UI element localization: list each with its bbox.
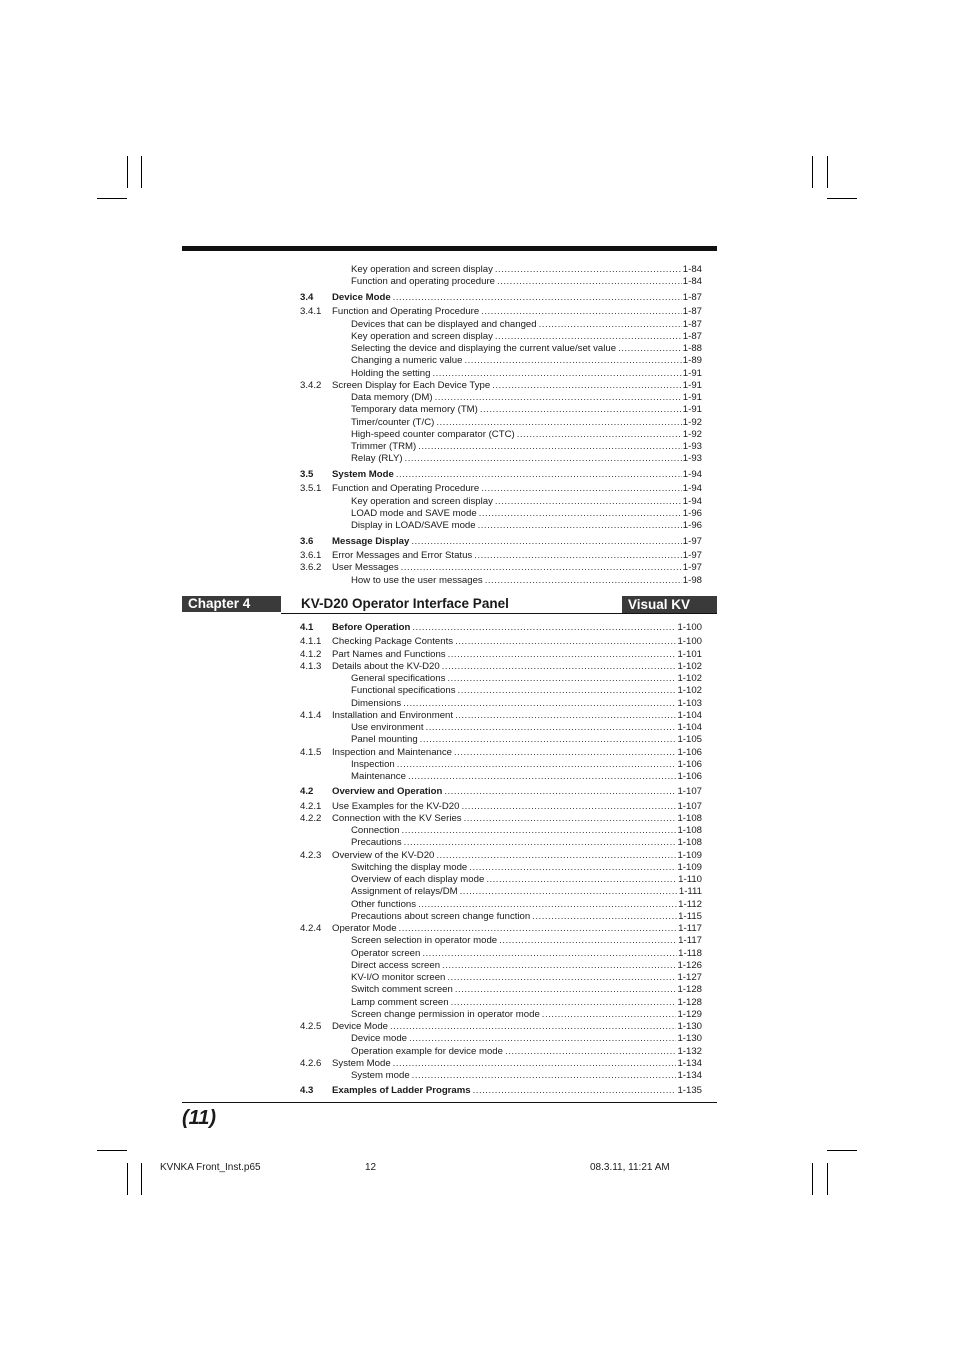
toc-leader: [422, 948, 677, 960]
toc-title: Operator Mode: [332, 923, 397, 934]
toc-number: 3.4.2: [300, 379, 322, 391]
toc-entry: [300, 1058, 702, 1070]
toc-leader: [474, 550, 682, 562]
crop-mark: [827, 1163, 828, 1195]
toc-number: 4.2.6: [300, 1057, 322, 1069]
toc-title: Screen change permission in operator mode: [351, 1008, 540, 1020]
toc-page: 1-134: [677, 1057, 702, 1069]
toc-leader: [505, 1046, 676, 1058]
toc-leader: [455, 636, 676, 648]
toc-leader: [418, 899, 677, 911]
toc-leader: [542, 1009, 677, 1021]
toc-title: Lamp comment screen: [351, 996, 449, 1008]
toc-title: Panel mounting: [351, 734, 418, 746]
toc-leader: [432, 368, 681, 380]
toc-title: Other functions: [351, 898, 417, 910]
toc-entry: [300, 886, 702, 898]
toc-page: 1-134: [677, 1070, 702, 1081]
toc-leader: [397, 759, 677, 771]
crop-mark: [141, 156, 142, 188]
toc-leader: [499, 935, 677, 947]
toc-page: 1-129: [677, 1008, 702, 1020]
toc-leader: [618, 343, 682, 355]
toc-page: 1-94: [682, 495, 702, 507]
toc-leader: [399, 923, 678, 935]
toc-leader: [455, 984, 677, 996]
toc-page: 1-118: [678, 947, 702, 959]
toc-page: 1-84: [682, 264, 702, 275]
toc-page: 1-107: [677, 786, 702, 798]
toc-page: 1-91: [682, 379, 702, 391]
crop-mark: [827, 198, 857, 199]
toc-entry: [300, 496, 702, 508]
toc-page: 1-109: [677, 861, 702, 873]
toc-page: 1-89: [682, 355, 702, 367]
toc-leader: [495, 496, 682, 508]
toc-title: Installation and Environment: [332, 709, 454, 721]
toc-entry: [300, 1033, 702, 1045]
toc-entry: [300, 368, 702, 380]
toc-page: 1-105: [677, 734, 702, 746]
page-number: (11): [182, 1107, 217, 1129]
toc-leader: [390, 1021, 676, 1033]
toc-leader: [481, 483, 682, 495]
toc-page: 1-100: [677, 622, 702, 633]
toc-title: Key operation and screen display: [351, 264, 493, 275]
toc-leader: [495, 264, 682, 276]
toc-entry: [300, 673, 702, 685]
toc-title: LOAD mode and SAVE mode: [351, 507, 477, 519]
toc-leader: [418, 441, 682, 453]
toc-title: Device Mode: [332, 292, 391, 303]
toc-page: 1-102: [677, 685, 702, 697]
toc-number: 4.2.4: [300, 923, 322, 934]
toc-leader: [460, 886, 678, 898]
toc-leader: [480, 404, 682, 416]
chapter-underline: [281, 613, 717, 614]
toc-entry: [300, 825, 702, 837]
toc-page: 1-132: [677, 1045, 702, 1057]
toc-leader: [403, 698, 676, 710]
toc-entry: [300, 759, 702, 771]
toc-leader: [455, 710, 676, 722]
toc-entry: [300, 1009, 702, 1021]
toc-number: 4.3: [300, 1085, 314, 1097]
toc-leader: [448, 649, 677, 661]
toc-number: 3.4.1: [300, 306, 322, 318]
toc-number: 3.4: [300, 292, 314, 303]
toc-title: Overview of the KV-D20: [332, 849, 435, 861]
toc-title: Details about the KV-D20: [332, 660, 440, 672]
toc-page: 1-106: [677, 758, 702, 770]
toc-page: 1-94: [682, 483, 702, 495]
toc-title: General specifications: [351, 673, 446, 684]
toc-leader: [420, 734, 677, 746]
toc-title: Switching the display mode: [351, 861, 468, 873]
toc-leader: [539, 319, 682, 331]
toc-entry: [300, 850, 702, 862]
toc-title: Inspection: [351, 758, 395, 770]
toc-title: High-speed counter comparator (CTC): [351, 428, 515, 440]
toc-page: 1-128: [677, 996, 702, 1008]
toc-title: Selecting the device and displaying the current value/set value: [351, 343, 617, 354]
toc-entry: [300, 417, 702, 429]
toc-page: 1-91: [682, 404, 702, 416]
toc-number: 4.1.5: [300, 746, 322, 758]
toc-title: Direct access screen: [351, 959, 441, 971]
toc-title: Timer/counter (T/C): [351, 416, 435, 428]
toc-entry: [300, 469, 702, 481]
chapter-header: [182, 595, 717, 615]
toc-leader: [447, 673, 676, 685]
toc-page: 1-97: [682, 535, 702, 547]
toc-title: Connection: [351, 825, 400, 836]
toc-title: Screen selection in operator mode: [351, 935, 498, 947]
toc-title: User Messages: [332, 562, 399, 574]
toc-title: Key operation and screen display: [351, 330, 493, 342]
toc-page: 1-104: [677, 709, 702, 721]
toc-leader: [454, 747, 676, 759]
toc-title: Relay (RLY): [351, 453, 403, 465]
toc-entry: [300, 343, 702, 355]
toc-entry: [300, 1070, 702, 1082]
toc-title: Dimensions: [351, 697, 402, 709]
toc-leader: [464, 355, 681, 367]
toc-page: 1-127: [677, 972, 702, 983]
toc-page: 1-106: [677, 771, 702, 782]
footer-sheet: 12: [365, 1162, 377, 1173]
toc-entry: [300, 264, 702, 276]
toc-title: Holding the setting: [351, 367, 431, 379]
toc-page: 1-96: [682, 507, 702, 519]
toc-page: 1-135: [677, 1085, 702, 1097]
toc-title: Precautions: [351, 837, 402, 849]
chapter-label: Chapter 4: [182, 596, 281, 612]
toc-entry: [300, 483, 702, 495]
toc-entry: [300, 862, 702, 874]
toc-entry: [300, 837, 702, 849]
toc-title: Devices that can be displayed and changed: [351, 318, 537, 330]
toc-page: 1-110: [678, 874, 702, 885]
toc-entry: [300, 972, 702, 984]
toc-entry: [300, 960, 702, 972]
toc-page: 1-128: [677, 984, 702, 996]
toc-entry: [300, 661, 702, 673]
toc-title: Function and operating procedure: [351, 276, 496, 288]
toc-page: 1-91: [682, 392, 702, 403]
toc-leader: [473, 1085, 677, 1097]
toc-entry: [300, 948, 702, 960]
toc-entry: [300, 747, 702, 759]
toc-leader: [469, 862, 676, 874]
toc-title: Connection with the KV Series: [332, 812, 462, 824]
toc-page: 1-106: [677, 746, 702, 758]
toc-title: System Mode: [332, 1057, 391, 1069]
toc-leader: [442, 661, 677, 673]
toc-title: Function and Operating Procedure: [332, 483, 480, 495]
crop-mark: [827, 1150, 857, 1151]
header-rule: [182, 246, 717, 251]
toc-entry: [300, 536, 702, 548]
toc-leader: [412, 622, 676, 634]
toc-leader: [393, 292, 682, 304]
toc-entry: [300, 685, 702, 697]
toc-title: Functional specifications: [351, 685, 456, 697]
toc-title: Inspection and Maintenance: [332, 746, 453, 758]
toc-entry: [300, 306, 702, 318]
toc-leader: [517, 429, 682, 441]
toc-leader: [436, 850, 676, 862]
toc-title: Temporary data memory (TM): [351, 404, 478, 416]
toc-leader: [481, 306, 682, 318]
toc-leader: [532, 911, 677, 923]
toc-leader: [411, 536, 681, 548]
toc-page: 1-94: [682, 469, 702, 480]
toc-entry: [300, 622, 702, 634]
footer-rule: [182, 1102, 717, 1103]
toc-entry: [300, 734, 702, 746]
toc-title: System Mode: [332, 469, 394, 480]
toc-page: 1-87: [682, 318, 702, 330]
toc-number: 4.2.2: [300, 812, 322, 824]
toc-page: 1-111: [678, 886, 702, 898]
toc-page: 1-108: [677, 812, 702, 824]
toc-page: 1-87: [682, 306, 702, 318]
toc-page: 1-84: [682, 276, 702, 288]
toc-entry: [300, 453, 702, 465]
toc-leader: [447, 972, 676, 984]
toc-entry: [300, 319, 702, 331]
toc-entry: [300, 923, 702, 935]
toc-entry: [300, 429, 702, 441]
toc-page: 1-108: [677, 825, 702, 836]
toc-leader: [497, 276, 682, 288]
toc-page: 1-130: [677, 1021, 702, 1032]
toc-entry: [300, 508, 702, 520]
toc-leader: [458, 685, 677, 697]
series-label: Visual KV: [622, 596, 717, 613]
toc-entry: [300, 404, 702, 416]
toc-page: 1-96: [682, 520, 702, 531]
toc-page: 1-108: [677, 837, 702, 849]
toc-page: 1-126: [677, 959, 702, 971]
toc-leader: [486, 874, 677, 886]
toc-leader: [478, 520, 682, 532]
toc-page: 1-102: [677, 673, 702, 684]
toc-number: 4.1.1: [300, 636, 322, 648]
toc-entry: [300, 380, 702, 392]
toc-leader: [404, 837, 677, 849]
toc-entry: [300, 984, 702, 996]
toc-entry: [300, 520, 702, 532]
toc-leader: [436, 417, 681, 429]
toc-entry: [300, 562, 702, 574]
toc-entry: [300, 550, 702, 562]
toc-page: 1-103: [677, 697, 702, 709]
toc-page: 1-93: [682, 453, 702, 465]
toc-number: 3.5: [300, 469, 314, 480]
toc-number: 3.6.2: [300, 562, 322, 574]
toc-leader: [435, 392, 682, 404]
toc-page: 1-97: [682, 550, 702, 561]
toc-leader: [479, 508, 682, 520]
toc-title: Maintenance: [351, 771, 406, 782]
crop-mark: [97, 1150, 127, 1151]
toc-leader: [402, 825, 677, 837]
toc-entry: [300, 801, 702, 813]
toc-title: Operator screen: [351, 947, 421, 959]
toc-leader: [412, 1070, 677, 1082]
toc-leader: [408, 771, 677, 783]
toc-leader: [426, 722, 677, 734]
toc-entry: [300, 1085, 702, 1097]
toc-entry: [300, 331, 702, 343]
toc-page: 1-87: [682, 292, 702, 303]
toc-leader: [442, 960, 676, 972]
toc-entry: [300, 1046, 702, 1058]
toc-entry: [300, 710, 702, 722]
toc-title: How to use the user messages: [351, 574, 483, 586]
toc-page: 1-102: [677, 660, 702, 672]
toc-title: Overview and Operation: [332, 786, 443, 798]
toc-number: 4.1.2: [300, 648, 322, 660]
toc-title: Device Mode: [332, 1021, 388, 1032]
toc-title: Precautions about screen change function: [351, 910, 531, 922]
toc-number: 4.2.3: [300, 849, 322, 861]
toc-title: Trimmer (TRM): [351, 441, 417, 452]
toc-entry: [300, 911, 702, 923]
toc-leader: [444, 786, 676, 798]
toc-page: 1-91: [682, 367, 702, 379]
toc-entry: [300, 276, 702, 288]
toc-entry: [300, 874, 702, 886]
toc-entry: [300, 813, 702, 825]
toc-title: Examples of Ladder Programs: [332, 1085, 471, 1097]
toc-leader: [393, 1058, 677, 1070]
toc-leader: [451, 997, 677, 1009]
toc-title: Device mode: [351, 1033, 407, 1045]
toc-number: 3.6.1: [300, 550, 322, 561]
toc-number: 4.1: [300, 622, 314, 633]
toc-page: 1-88: [682, 343, 702, 354]
toc-number: 4.2.1: [300, 800, 322, 812]
crop-mark: [812, 1163, 813, 1195]
toc-entry: [300, 1021, 702, 1033]
toc-title: Data memory (DM): [351, 392, 433, 403]
toc-leader: [396, 469, 682, 481]
toc-page: 1-101: [677, 648, 702, 660]
toc-leader: [485, 575, 682, 587]
toc-page: 1-104: [677, 722, 702, 733]
toc-page: 1-109: [677, 849, 702, 861]
toc-title: Assignment of relays/DM: [351, 886, 458, 898]
toc-entry: [300, 899, 702, 911]
toc-title: Message Display: [332, 535, 410, 547]
toc-entry: [300, 722, 702, 734]
toc-title: Function and Operating Procedure: [332, 306, 480, 318]
toc-title: Changing a numeric value: [351, 355, 463, 367]
toc-number: 3.6: [300, 535, 314, 547]
toc-entry: [300, 392, 702, 404]
toc-number: 4.1.4: [300, 709, 322, 721]
toc-page: 1-97: [682, 562, 702, 574]
toc-entry: [300, 292, 702, 304]
footer-file: KVNKA Front_Inst.p65: [160, 1162, 261, 1173]
toc-page: 1-98: [682, 574, 702, 586]
toc-title: Display in LOAD/SAVE mode: [351, 520, 476, 531]
crop-mark: [97, 198, 127, 199]
toc-entry: [300, 649, 702, 661]
toc-number: 3.5.1: [300, 483, 322, 495]
toc-title: Before Operation: [332, 622, 411, 633]
toc-leader: [405, 453, 682, 465]
toc-title: Error Messages and Error Status: [332, 550, 473, 561]
toc-page: 1-130: [677, 1033, 702, 1045]
toc-leader: [409, 1033, 676, 1045]
toc-title: Part Names and Functions: [332, 648, 446, 660]
crop-mark: [812, 156, 813, 188]
toc-leader: [464, 813, 677, 825]
toc-title: Overview of each display mode: [351, 874, 485, 885]
toc-title: Use environment: [351, 722, 424, 733]
crop-mark: [127, 1163, 128, 1195]
toc-leader: [492, 380, 682, 392]
toc-leader: [461, 801, 676, 813]
toc-page: 1-107: [677, 800, 702, 812]
crop-mark: [141, 1163, 142, 1195]
toc-entry: [300, 636, 702, 648]
toc-title: Screen Display for Each Device Type: [332, 379, 491, 391]
toc-entry: [300, 355, 702, 367]
chapter-title: KV-D20 Operator Interface Panel: [301, 596, 509, 611]
crop-mark: [827, 156, 828, 188]
toc-page: 1-117: [678, 935, 702, 947]
toc-entry: [300, 575, 702, 587]
footer-timestamp: 08.3.11, 11:21 AM: [590, 1162, 670, 1173]
toc-leader: [401, 562, 682, 574]
toc-entry: [300, 441, 702, 453]
toc-number: 4.1.3: [300, 660, 322, 672]
toc-title: System mode: [351, 1070, 410, 1081]
toc-page: 1-100: [677, 636, 702, 648]
toc-page: 1-93: [682, 441, 702, 452]
toc-title: Switch comment screen: [351, 984, 453, 996]
toc-entry: [300, 771, 702, 783]
toc-page: 1-117: [678, 923, 702, 934]
toc-page: 1-92: [682, 428, 702, 440]
toc-page: 1-112: [678, 898, 702, 910]
toc-number: 4.2.5: [300, 1021, 322, 1032]
toc-entry: [300, 786, 702, 798]
toc-entry: [300, 935, 702, 947]
toc-page: 1-87: [682, 330, 702, 342]
toc-number: 4.2: [300, 786, 314, 798]
toc-title: Checking Package Contents: [332, 636, 454, 648]
toc-page: 1-92: [682, 416, 702, 428]
crop-mark: [127, 156, 128, 188]
toc-page: 1-115: [678, 910, 702, 922]
toc-title: Key operation and screen display: [351, 495, 493, 507]
toc-entry: [300, 997, 702, 1009]
toc-leader: [495, 331, 682, 343]
toc-title: Use Examples for the KV-D20: [332, 800, 460, 812]
toc-title: Operation example for device mode: [351, 1045, 503, 1057]
toc-entry: [300, 698, 702, 710]
toc-title: KV-I/O monitor screen: [351, 972, 446, 983]
